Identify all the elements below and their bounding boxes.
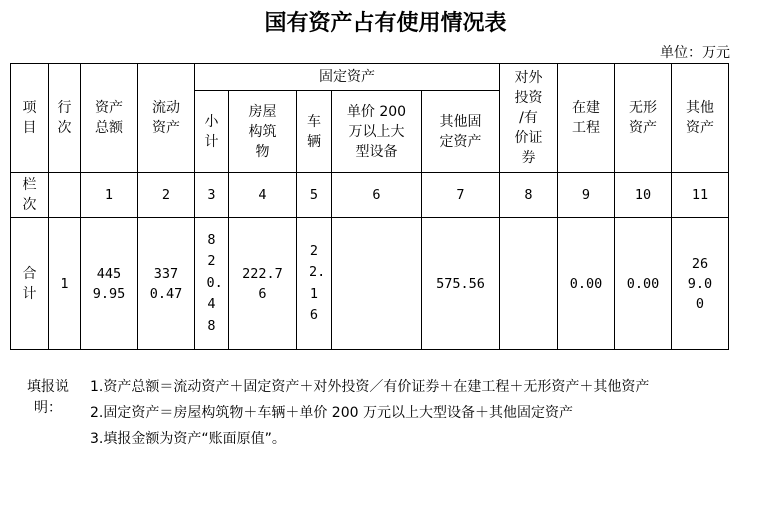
cell-construction: 0.00: [558, 218, 615, 350]
cell-current-assets: 3370.47: [138, 218, 195, 350]
cell-investments: [500, 218, 558, 350]
column-no-cell: 7: [422, 173, 500, 218]
note-item: 2.固定资产＝房屋构筑物＋车辆＋单价 200 万元以上大型设备＋其他固定资产: [90, 405, 573, 421]
cell-other-fixed: 575.56: [422, 218, 500, 350]
column-no-cell: 2: [138, 173, 195, 218]
header-construction: 在建 工程: [558, 64, 615, 173]
header-buildings: 房屋 构筑 物: [229, 91, 297, 173]
unit-label: 单位：万元: [660, 45, 730, 61]
cell-subtotal: 820.48: [195, 218, 229, 350]
header-subtotal: 小 计: [195, 91, 229, 173]
header-current-assets: 流动 资产: [138, 64, 195, 173]
header-total-assets: 资产 总额: [81, 64, 138, 173]
header-item: 项 目: [11, 64, 49, 173]
header-investments: 对外 投资 /有 价证 券: [500, 64, 558, 173]
column-no-cell: 1: [81, 173, 138, 218]
total-row-label: 合 计: [11, 218, 49, 350]
column-no-cell: 10: [615, 173, 672, 218]
column-no-cell: 3: [195, 173, 229, 218]
column-no-label: 栏 次: [11, 173, 49, 218]
header-fixed-assets: 固定资产: [195, 64, 500, 91]
header-vehicles: 车 辆: [297, 91, 332, 173]
header-large-equipment: 单价 200 万以上大 型设备: [332, 91, 422, 173]
note-item: 3.填报金额为资产“账面原值”。: [90, 431, 286, 447]
header-intangible: 无形 资产: [615, 64, 672, 173]
cell-intangible: 0.00: [615, 218, 672, 350]
page-title: 国有资产占有使用情况表: [264, 11, 507, 36]
column-no-cell: 8: [500, 173, 558, 218]
cell-buildings: 222.76: [229, 218, 297, 350]
column-no-cell: 11: [672, 173, 729, 218]
cell-total-assets: 4459.95: [81, 218, 138, 350]
header-row-no: 行 次: [49, 64, 81, 173]
total-row-no: 1: [49, 218, 81, 350]
note-item: 1.资产总额＝流动资产＋固定资产＋对外投资／有价证券＋在建工程＋无形资产＋其他资产: [90, 379, 650, 395]
cell-large-equipment: [332, 218, 422, 350]
column-no-cell: 6: [332, 173, 422, 218]
asset-table: [10, 63, 729, 350]
header-other-assets: 其他 资产: [672, 64, 729, 173]
cell-other-assets: 269.00: [672, 218, 729, 350]
cell-vehicles: 22.16: [297, 218, 332, 350]
header-other-fixed: 其他固 定资产: [422, 91, 500, 173]
column-no-cell: 4: [229, 173, 297, 218]
notes-label: 填报说 明：: [27, 379, 69, 416]
column-no-cell: [49, 173, 81, 218]
column-no-cell: 5: [297, 173, 332, 218]
column-no-cell: 9: [558, 173, 615, 218]
